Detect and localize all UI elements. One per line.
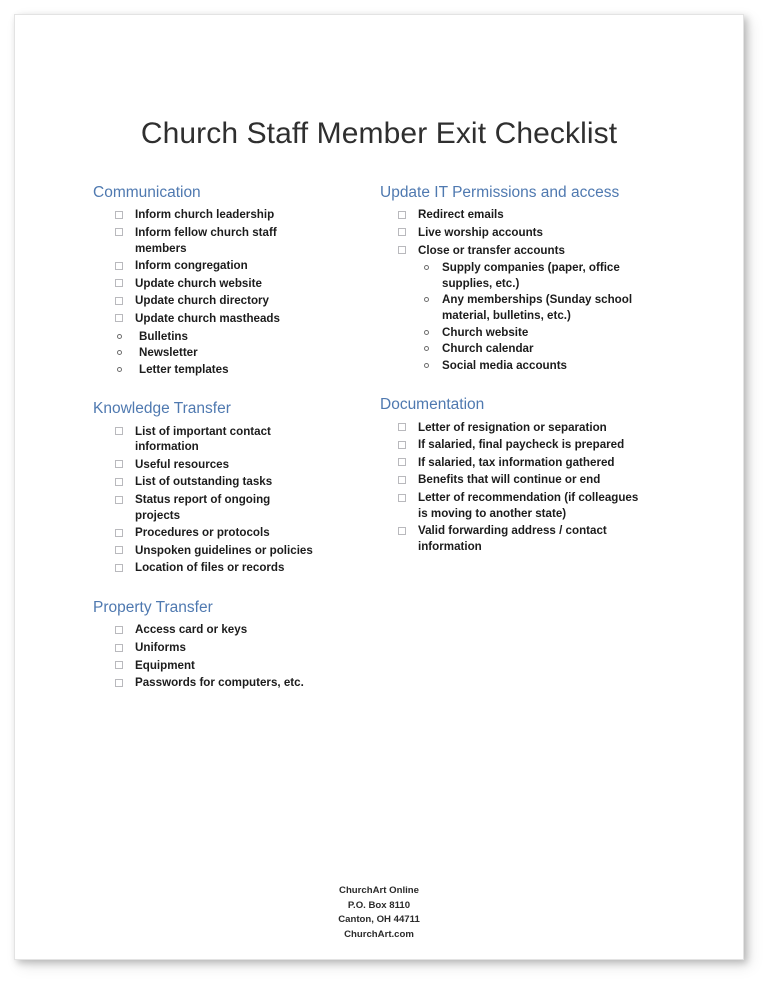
checkbox-icon[interactable] xyxy=(115,262,123,270)
checkbox-icon[interactable] xyxy=(115,529,123,537)
checklist-item[interactable] xyxy=(93,207,315,223)
checklist-subitem-label: Letter templates xyxy=(139,362,229,376)
checklist-item[interactable] xyxy=(93,474,315,490)
checkbox-icon[interactable] xyxy=(398,476,406,484)
checklist-subitem-label: Supply companies (paper, office supplies, etc.) xyxy=(442,261,620,290)
checklist-item-label: List of outstanding tasks xyxy=(135,475,273,489)
checklist-item[interactable] xyxy=(380,207,645,223)
checklist-item-label: Useful resources xyxy=(135,457,230,471)
checklist-item[interactable] xyxy=(93,225,315,256)
checklist-item[interactable] xyxy=(380,523,645,554)
checklist-subitem-label: Church website xyxy=(442,325,529,339)
section-property-transfer xyxy=(93,598,315,691)
checkbox-icon[interactable] xyxy=(398,527,406,535)
checklist-item-label: List of important contact information xyxy=(135,424,271,454)
checklist-item[interactable] xyxy=(93,543,315,559)
checkbox-icon[interactable] xyxy=(115,228,123,236)
checklist-item[interactable] xyxy=(380,243,645,259)
checkbox-icon[interactable] xyxy=(115,564,123,572)
checklist-subitem-label: Newsletter xyxy=(139,346,198,360)
bullet-circle-icon xyxy=(117,350,122,355)
checklist-item[interactable] xyxy=(380,490,645,521)
checkbox-icon[interactable] xyxy=(115,297,123,305)
checkbox-icon[interactable] xyxy=(115,496,123,504)
checkbox-icon[interactable] xyxy=(115,314,123,322)
checklist-item-label: Benefits that will continue or end xyxy=(418,473,601,487)
section-documentation xyxy=(380,395,645,554)
checklist-item[interactable] xyxy=(93,525,315,541)
checklist-item-label: Live worship accounts xyxy=(418,225,543,239)
right-column xyxy=(315,183,645,693)
checklist-item-label: If salaried, final paycheck is prepared xyxy=(418,438,625,452)
bullet-circle-icon xyxy=(424,330,429,335)
checklist-subitem-label: Church calendar xyxy=(442,342,534,356)
checklist-columns xyxy=(15,183,745,693)
checkbox-icon[interactable] xyxy=(398,246,406,254)
checkbox-icon[interactable] xyxy=(115,679,123,687)
bullet-circle-icon xyxy=(424,297,429,302)
checkbox-icon[interactable] xyxy=(115,279,123,287)
section-communication xyxy=(93,183,315,377)
checklist-item-label: Equipment xyxy=(135,658,195,672)
section-heading: Knowledge Transfer xyxy=(93,400,231,418)
checklist-item[interactable] xyxy=(93,424,315,455)
checklist xyxy=(380,420,645,555)
bullet-circle-icon xyxy=(117,367,122,372)
left-column xyxy=(15,183,315,693)
bullet-circle-icon xyxy=(117,334,122,339)
section-knowledge-transfer xyxy=(93,399,315,576)
checkbox-icon[interactable] xyxy=(398,458,406,466)
bullet-circle-icon xyxy=(424,346,429,351)
footer-line: P.O. Box 8110 xyxy=(347,899,411,911)
checklist-item-label: Inform congregation xyxy=(135,259,248,273)
section-heading: Documentation xyxy=(380,396,485,414)
checkbox-icon[interactable] xyxy=(115,661,123,669)
checklist-item[interactable] xyxy=(380,437,645,453)
checklist-item-label: Procedures or protocols xyxy=(135,526,270,540)
checklist-subitem-label: Bulletins xyxy=(139,329,188,343)
checklist-item-label: Status report of ongoing projects xyxy=(135,493,271,522)
checklist xyxy=(93,207,315,377)
checkbox-icon[interactable] xyxy=(398,441,406,449)
checklist-item-label: Update church website xyxy=(135,276,262,290)
checklist-item[interactable] xyxy=(93,560,315,576)
section-heading: Update IT Permissions and access xyxy=(380,184,620,201)
checkbox-icon[interactable] xyxy=(115,626,123,634)
checklist-item-label: Unspoken guidelines or policies xyxy=(135,543,313,557)
checklist-subitem[interactable] xyxy=(380,292,645,323)
checklist xyxy=(93,424,315,576)
checklist-subitem[interactable] xyxy=(93,329,315,345)
checklist-subitem[interactable] xyxy=(380,325,645,341)
checkbox-icon[interactable] xyxy=(115,644,123,652)
checkbox-icon[interactable] xyxy=(115,211,123,219)
checklist-item-label: Update church mastheads xyxy=(135,311,280,325)
checklist-subitem-label: Social media accounts xyxy=(442,358,568,372)
checklist-item[interactable] xyxy=(93,457,315,473)
checklist-item[interactable] xyxy=(380,472,645,488)
checklist-item-label: Location of files or records xyxy=(135,561,285,575)
checklist-item-label: Letter of recommendation (if colleagues is moving to another state) xyxy=(418,491,639,520)
checklist-item-label: Access card or keys xyxy=(135,623,248,637)
section-update-it-permissions-and-access xyxy=(380,183,645,373)
checklist-item[interactable] xyxy=(380,455,645,471)
page-title: Church Staff Member Exit Checklist xyxy=(140,117,618,151)
document-sheet xyxy=(14,14,744,960)
checklist-item-label: Valid forwarding address / contact information xyxy=(418,524,607,553)
checkbox-icon[interactable] xyxy=(398,211,406,219)
checkbox-icon[interactable] xyxy=(398,228,406,236)
checklist-item-label: Redirect emails xyxy=(418,208,504,222)
checklist-item[interactable] xyxy=(93,258,315,274)
checklist-item[interactable] xyxy=(93,640,315,656)
checklist-item-label: Update church directory xyxy=(135,294,270,308)
checklist-item[interactable] xyxy=(93,492,315,523)
checklist-subitem[interactable] xyxy=(380,260,645,291)
checklist-item[interactable] xyxy=(93,675,315,691)
footer-line: ChurchArt Online xyxy=(339,885,419,896)
checklist-item[interactable] xyxy=(380,225,645,241)
checklist-item-label: Inform fellow church staff members xyxy=(135,225,277,255)
checklist-subitem[interactable] xyxy=(380,358,645,374)
checklist-item-label: Inform church leadership xyxy=(135,208,275,222)
checklist-sublist xyxy=(380,260,645,373)
checklist-item-label: Letter of resignation or separation xyxy=(418,420,607,434)
checklist-subitem[interactable] xyxy=(93,362,315,378)
footer-line: ChurchArt.com xyxy=(344,928,414,940)
checklist-subitem-label: Any memberships (Sunday school material, bulletins, etc.) xyxy=(442,293,633,322)
checkbox-icon[interactable] xyxy=(115,427,123,435)
checklist-item-label: Uniforms xyxy=(135,641,186,654)
checklist-subitem[interactable] xyxy=(380,341,645,357)
document-footer xyxy=(15,884,743,942)
checklist-item[interactable] xyxy=(93,276,315,292)
bullet-circle-icon xyxy=(424,265,429,270)
bullet-circle-icon xyxy=(424,363,429,368)
checklist-item[interactable] xyxy=(380,420,645,436)
checkbox-icon[interactable] xyxy=(115,460,123,468)
checklist-item-label: Passwords for computers, etc. xyxy=(135,676,304,690)
checkbox-icon[interactable] xyxy=(115,546,123,554)
checkbox-icon[interactable] xyxy=(398,494,406,502)
checklist-item[interactable] xyxy=(93,622,315,638)
checkbox-icon[interactable] xyxy=(398,423,406,431)
checkbox-icon[interactable] xyxy=(115,478,123,486)
checklist-item[interactable] xyxy=(93,658,315,674)
checklist xyxy=(380,207,645,373)
section-heading: Communication xyxy=(93,184,201,201)
checklist-item[interactable] xyxy=(93,311,315,327)
footer-line: Canton, OH 44711 xyxy=(338,914,420,925)
checklist-subitem[interactable] xyxy=(93,345,315,361)
checklist-item-label: Close or transfer accounts xyxy=(418,243,565,257)
checklist-item[interactable] xyxy=(93,293,315,309)
checklist-sublist xyxy=(93,329,315,378)
section-heading: Property Transfer xyxy=(93,599,213,617)
checklist-item-label: If salaried, tax information gathered xyxy=(418,455,615,469)
checklist xyxy=(93,622,315,690)
